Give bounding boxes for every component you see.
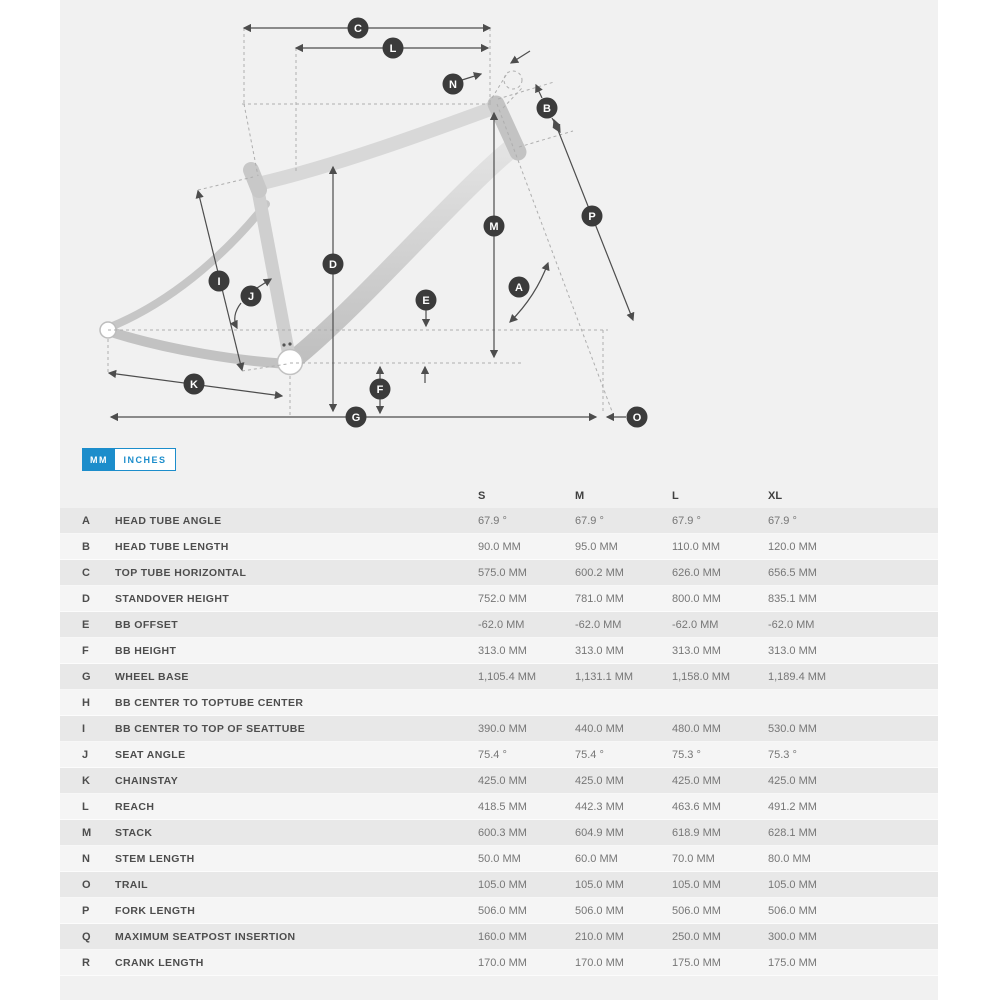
- table-row: [60, 560, 938, 586]
- value-xl: 80.0 MM: [768, 852, 811, 865]
- svg-text:G: G: [351, 411, 361, 424]
- row-label: TRAIL: [115, 878, 148, 891]
- row-letter: D: [82, 592, 90, 605]
- value-s: 575.0 MM: [478, 566, 527, 579]
- dim-stem-pointer: [462, 74, 481, 80]
- marker-J: [241, 286, 262, 307]
- inches-toggle-button[interactable]: INCHES: [115, 449, 175, 470]
- value-s: 752.0 MM: [478, 592, 527, 605]
- value-l: -62.0 MM: [672, 618, 719, 631]
- value-m: 506.0 MM: [575, 904, 624, 917]
- bottom-bracket: [278, 350, 303, 375]
- value-l: 506.0 MM: [672, 904, 721, 917]
- row-letter: I: [82, 722, 86, 735]
- value-s: 425.0 MM: [478, 774, 527, 787]
- row-label: BB CENTER TO TOPTUBE CENTER: [115, 696, 304, 709]
- size-header: S: [478, 490, 486, 502]
- value-xl: 656.5 MM: [768, 566, 817, 579]
- bike-frame-illustration: [100, 104, 518, 375]
- marker-A: [509, 277, 530, 298]
- value-l: 75.3 °: [672, 748, 701, 761]
- value-m: 781.0 MM: [575, 592, 624, 605]
- table-row: [60, 820, 938, 846]
- value-m: 1,131.1 MM: [575, 670, 634, 683]
- marker-G: [346, 407, 367, 428]
- value-s: -62.0 MM: [478, 618, 525, 631]
- value-m: 600.2 MM: [575, 566, 624, 579]
- seatpost-clamp: [251, 170, 259, 190]
- row-label: FORK LENGTH: [115, 904, 196, 917]
- marker-O: [627, 407, 648, 428]
- marker-N: [443, 74, 464, 95]
- marker-K: [184, 374, 205, 395]
- value-l: 1,158.0 MM: [672, 670, 731, 683]
- value-l: 250.0 MM: [672, 930, 721, 943]
- value-s: 313.0 MM: [478, 644, 527, 657]
- row-letter: G: [82, 670, 91, 683]
- seat-stay: [108, 204, 266, 328]
- marker-M: [484, 216, 505, 237]
- table-row: [60, 690, 938, 716]
- unit-toggle: [82, 448, 176, 471]
- row-letter: F: [82, 644, 89, 657]
- cable-guide-dot: [282, 343, 285, 346]
- geometry-diagram: [60, 0, 938, 440]
- value-s: 170.0 MM: [478, 956, 527, 969]
- row-label: STACK: [115, 826, 153, 839]
- value-m: 425.0 MM: [575, 774, 624, 787]
- value-xl: 425.0 MM: [768, 774, 817, 787]
- value-l: 425.0 MM: [672, 774, 721, 787]
- mm-toggle-button[interactable]: MM: [83, 449, 115, 470]
- row-letter: K: [82, 774, 90, 787]
- top-tube: [258, 107, 496, 184]
- value-l: 175.0 MM: [672, 956, 721, 969]
- table-row: [60, 768, 938, 794]
- value-s: 90.0 MM: [478, 540, 521, 553]
- svg-text:A: A: [515, 281, 523, 294]
- row-letter: B: [82, 540, 90, 553]
- dim-stem-top-arrow: [511, 51, 530, 63]
- value-m: 604.9 MM: [575, 826, 624, 839]
- row-label: TOP TUBE HORIZONTAL: [115, 566, 247, 579]
- table-row: [60, 846, 938, 872]
- value-l: 67.9 °: [672, 514, 701, 527]
- svg-text:F: F: [376, 383, 384, 396]
- marker-B: [537, 98, 558, 119]
- row-letter: M: [82, 826, 92, 839]
- value-xl: 491.2 MM: [768, 800, 817, 813]
- table-row: [60, 716, 938, 742]
- value-m: 210.0 MM: [575, 930, 624, 943]
- value-m: 440.0 MM: [575, 722, 624, 735]
- svg-text:L: L: [389, 42, 397, 55]
- value-l: 313.0 MM: [672, 644, 721, 657]
- table-row: [60, 924, 938, 950]
- value-l: 618.9 MM: [672, 826, 721, 839]
- value-l: 110.0 MM: [672, 540, 721, 553]
- row-letter: J: [82, 748, 89, 761]
- value-l: 800.0 MM: [672, 592, 721, 605]
- dim-headtube-down: [552, 118, 560, 132]
- row-label: HEAD TUBE ANGLE: [115, 514, 222, 527]
- value-s: 390.0 MM: [478, 722, 527, 735]
- geometry-widget: [60, 0, 938, 1000]
- value-xl: 67.9 °: [768, 514, 797, 527]
- row-letter: H: [82, 696, 90, 709]
- value-m: 105.0 MM: [575, 878, 624, 891]
- table-row: [60, 794, 938, 820]
- svg-text:I: I: [217, 275, 221, 288]
- marker-E: [416, 290, 437, 311]
- value-xl: 175.0 MM: [768, 956, 817, 969]
- value-l: 105.0 MM: [672, 878, 721, 891]
- value-xl: 300.0 MM: [768, 930, 817, 943]
- value-s: 600.3 MM: [478, 826, 527, 839]
- svg-text:B: B: [543, 102, 551, 115]
- value-s: 160.0 MM: [478, 930, 527, 943]
- geometry-diagram-svg: [60, 0, 938, 440]
- value-xl: -62.0 MM: [768, 618, 815, 631]
- row-label: BB HEIGHT: [115, 644, 177, 657]
- value-l: 626.0 MM: [672, 566, 721, 579]
- row-letter: C: [82, 566, 90, 579]
- table-row: [60, 508, 938, 534]
- size-header-row: [60, 484, 938, 508]
- value-l: 480.0 MM: [672, 722, 721, 735]
- value-m: 75.4 °: [575, 748, 604, 761]
- value-m: 442.3 MM: [575, 800, 624, 813]
- value-s: 50.0 MM: [478, 852, 521, 865]
- table-row: [60, 898, 938, 924]
- seat-tube: [256, 180, 290, 361]
- value-s: 75.4 °: [478, 748, 507, 761]
- row-letter: L: [82, 800, 89, 813]
- dimension-lines: [109, 28, 633, 417]
- value-m: 67.9 °: [575, 514, 604, 527]
- row-label: SEAT ANGLE: [115, 748, 186, 761]
- row-label: STANDOVER HEIGHT: [115, 592, 230, 605]
- size-header: XL: [768, 490, 783, 502]
- value-xl: 120.0 MM: [768, 540, 817, 553]
- value-xl: 530.0 MM: [768, 722, 817, 735]
- table-row: [60, 638, 938, 664]
- row-letter: P: [82, 904, 90, 917]
- row-letter: Q: [82, 930, 91, 943]
- cable-guide-dot: [288, 342, 291, 345]
- row-label: STEM LENGTH: [115, 852, 195, 865]
- marker-F: [370, 379, 391, 400]
- svg-text:E: E: [422, 294, 430, 307]
- value-m: 313.0 MM: [575, 644, 624, 657]
- value-m: 170.0 MM: [575, 956, 624, 969]
- size-header: L: [672, 490, 679, 502]
- svg-text:P: P: [588, 210, 596, 223]
- row-letter: N: [82, 852, 90, 865]
- table-row: [60, 534, 938, 560]
- row-letter: R: [82, 956, 90, 969]
- marker-C: [348, 18, 369, 39]
- value-xl: 628.1 MM: [768, 826, 817, 839]
- geometry-table: [60, 484, 938, 976]
- table-row: [60, 872, 938, 898]
- chain-stay: [108, 331, 287, 364]
- value-xl: 105.0 MM: [768, 878, 817, 891]
- construction-lines: [108, 28, 613, 415]
- row-letter: E: [82, 618, 90, 631]
- marker-I: [209, 271, 230, 292]
- svg-text:D: D: [329, 258, 337, 271]
- value-s: 506.0 MM: [478, 904, 527, 917]
- value-m: 60.0 MM: [575, 852, 618, 865]
- svg-text:C: C: [354, 22, 362, 35]
- marker-D: [323, 254, 344, 275]
- down-tube: [293, 148, 512, 360]
- row-label: BB OFFSET: [115, 618, 179, 631]
- table-row: [60, 950, 938, 976]
- value-m: 95.0 MM: [575, 540, 618, 553]
- value-xl: 313.0 MM: [768, 644, 817, 657]
- value-xl: 506.0 MM: [768, 904, 817, 917]
- svg-text:O: O: [632, 411, 642, 424]
- row-label: HEAD TUBE LENGTH: [115, 540, 229, 553]
- row-label: CHAINSTAY: [115, 774, 179, 787]
- svg-text:M: M: [489, 220, 499, 233]
- value-m: -62.0 MM: [575, 618, 622, 631]
- value-xl: 1,189.4 MM: [768, 670, 827, 683]
- geometry-rows: [60, 508, 938, 976]
- marker-L: [383, 38, 404, 59]
- value-l: 463.6 MM: [672, 800, 721, 813]
- value-xl: 835.1 MM: [768, 592, 817, 605]
- row-label: BB CENTER TO TOP OF SEATTUBE: [115, 722, 306, 735]
- value-s: 105.0 MM: [478, 878, 527, 891]
- row-label: MAXIMUM SEATPOST INSERTION: [115, 930, 296, 943]
- svg-text:K: K: [190, 378, 198, 391]
- value-l: 70.0 MM: [672, 852, 715, 865]
- table-row: [60, 612, 938, 638]
- row-label: REACH: [115, 800, 155, 813]
- table-row: [60, 742, 938, 768]
- row-letter: O: [82, 878, 91, 891]
- value-s: 1,105.4 MM: [478, 670, 537, 683]
- value-s: 418.5 MM: [478, 800, 527, 813]
- row-letter: A: [82, 514, 90, 527]
- marker-P: [582, 206, 603, 227]
- value-xl: 75.3 °: [768, 748, 797, 761]
- svg-text:J: J: [247, 290, 255, 303]
- svg-text:N: N: [449, 78, 457, 91]
- value-s: 67.9 °: [478, 514, 507, 527]
- stem-spacer-circle: [504, 71, 522, 89]
- size-header: M: [575, 490, 585, 502]
- row-label: CRANK LENGTH: [115, 956, 204, 969]
- row-label: WHEEL BASE: [115, 670, 189, 683]
- dim-seat-angle-arc: [235, 303, 241, 328]
- table-row: [60, 586, 938, 612]
- table-row: [60, 664, 938, 690]
